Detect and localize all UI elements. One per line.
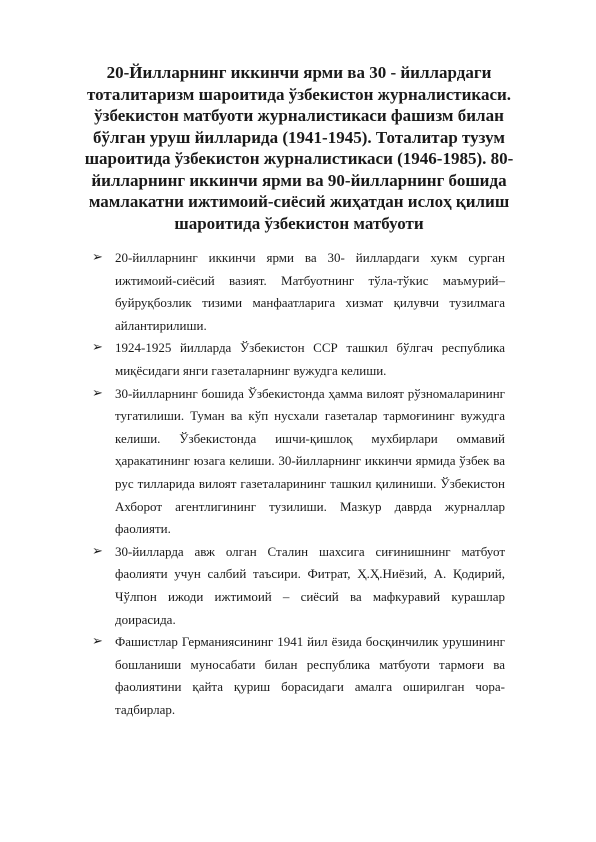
list-item [92,247,505,337]
arrow-bullet-icon: ➢ [92,543,103,559]
arrow-bullet-icon: ➢ [92,634,103,650]
list-item-text: Фашистлар Германиясининг 1941 йил ёзида босқинчилик урушининг бошланиши муносабати билан республика матбуоти тармоғи ва фаолиятини қайта қуриш борасидаги амалга оширилган чора-тадбирлар. [115,634,505,717]
list-item [92,383,505,541]
arrow-bullet-icon: ➢ [92,385,103,401]
document-title: 20-Йилларнинг иккинчи ярми ва 30 - йиллардаги тоталитаризм шароитида ўзбекистон журналистикаси. ўзбекистон матбуоти журналистикаси фашизм билан бўлган уруш йилларида (1941-1945). Тоталитар тузум шароитида ўзбекистон журналистикаси (1946-1985). 80-йилларнинг иккинчи ярми ва 90-йилларнинг бошида мамлакатни ижтимоий-сиёсий жиҳатдан ислоҳ қилиш шароитида ўзбекистон матбуоти [84,63,514,233]
list-item-text: 30-йилларда авж олган Сталин шахсига сиғинишнинг матбуот фаолияти учун салбий таъсири. Фитрат, Ҳ.Ҳ.Ниёзий, А. Қодирий, Чўлпон ижоди ижтимоий – сиёсий ва мафкуравий курашлар доирасида. [115,543,505,627]
arrow-bullet-icon: ➢ [92,340,103,356]
list-item-text: 20-йилларнинг иккинчи ярми ва 30- йиллардаги хукм сурган ижтимоий-сиёсий вазият. Матбуотнинг тўла-тўкис маъмурий–буйруқбозлик тизими манфаатларига хизмат қилувчи тузилмага айлантирилиши. [115,250,505,333]
arrow-bullet-icon: ➢ [92,250,103,265]
list-item [92,541,505,631]
list-item-text: 30-йилларнинг бошида Ўзбекистонда ҳамма вилоят рўзномаларининг тугатилиши. Туман ва кўп нусхали газеталар тармоғининг вужудга келиши. Ўзбекистонда ишчи-қишлоқ мухбирлари оммавий ҳаракатининг юзага келиши. 30-йилларнинг иккинчи ярмида ўзбек ва рус тилларида вилоят газеталарининг ташкил қилиниши. Ўзбекистон Ахборот агентлигининг тузилиши. Мазкур даврда журналлар фаолияти. [115,385,505,537]
list-item-text: 1924-1925 йилларда Ўзбекистон ССР ташкил бўлгач республика миқёсидаги янги газеталарнинг вужудга келиши. [115,340,505,378]
list-item [92,337,505,382]
list-item [92,631,505,721]
bullet-list [92,247,505,721]
